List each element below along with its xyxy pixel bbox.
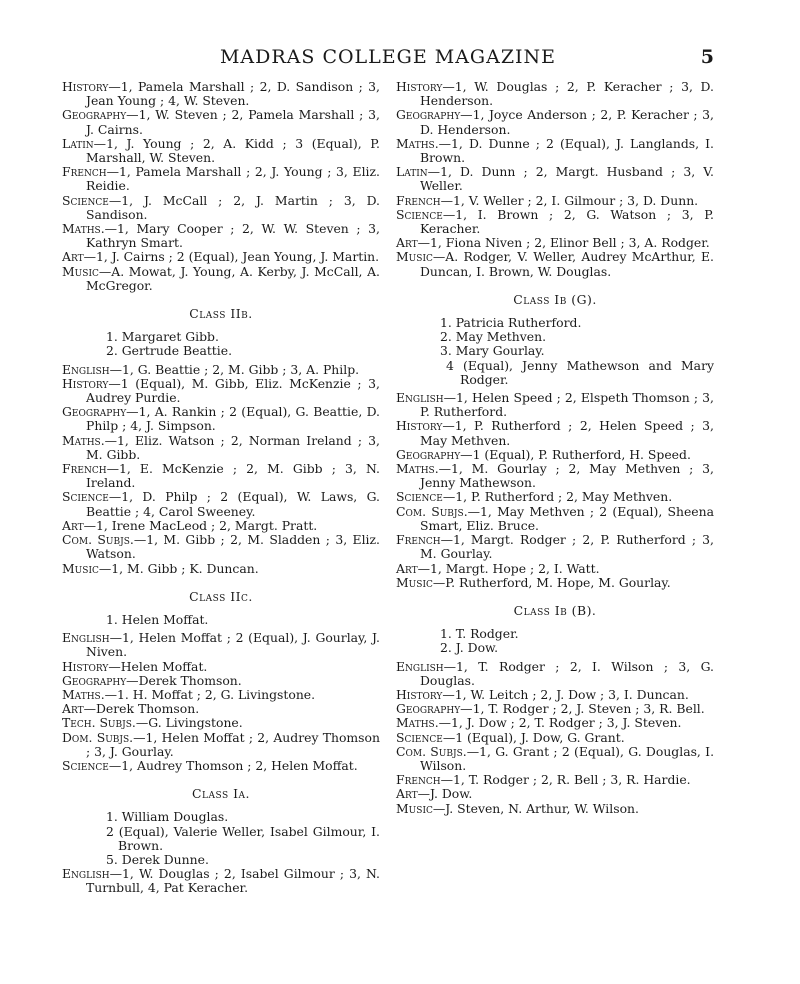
prize-entry [396, 80, 714, 108]
subject-label: History [396, 686, 443, 702]
prize-entry [62, 519, 380, 533]
prize-entry [62, 674, 380, 688]
prize-winners: —1, J. Dow ; 2, T. Rodger ; 3, J. Steven. [438, 715, 682, 731]
subject-label: History [396, 79, 443, 94]
prize-winners: —1 (Equal), P. Rutherford, H. Speed. [460, 446, 691, 462]
prize-entry [62, 562, 380, 576]
prize-winners: —1, G. Beattie ; 2, M. Gibb ; 3, A. Philp. [109, 361, 360, 377]
prize-winners: —Derek Thomson. [126, 672, 242, 688]
prize-winners: —1, Audrey Thomson ; 2, Helen Moffat. [108, 757, 358, 773]
prize-entry [396, 702, 714, 716]
class-rank: 5. Derek Dunne. [106, 851, 209, 867]
prize-winners: —1, Pamela Marshall ; 2, J. Young ; 3, Eliz. Reidie. [86, 164, 380, 194]
prize-entry [62, 405, 380, 433]
subject-label: History [62, 375, 109, 391]
prize-winners: —1, W. Douglas ; 2, Isabel Gilmour ; 3, N. Turnbull, 4, Pat Keracher. [86, 866, 380, 896]
prize-winners: —1, M. Gibb ; 2, M. Sladden ; 3, Eliz. Watson. [86, 532, 380, 562]
prize-entry [62, 222, 380, 250]
prize-winners: —1, Pamela Marshall ; 2, D. Sandison ; 3, Jean Young ; 4, W. Steven. [86, 79, 380, 109]
prize-entry [62, 867, 380, 895]
subject-label: Geography [396, 446, 461, 462]
subject-label: History [62, 658, 109, 674]
subject-label: Maths. [62, 221, 105, 237]
prize-entry [62, 660, 380, 674]
subject-label: History [62, 79, 109, 94]
prize-winners: —1, D. Dunn ; 2, Margt. Husband ; 3, V. Weller. [420, 164, 714, 194]
prize-entry [396, 576, 714, 590]
prize-entry [62, 631, 380, 659]
prize-entry [62, 165, 380, 193]
subject-label: Music [62, 560, 99, 576]
subject-label: Geography [396, 701, 461, 717]
subject-label: Dom. Subjs. [62, 729, 134, 745]
subject-label: Geography [62, 404, 127, 420]
prize-winners: —1, I. Brown ; 2, G. Watson ; 3, P. Keracher. [420, 206, 714, 237]
prize-winners: —J. Dow. [417, 786, 473, 802]
prize-winners: —A. Mowat, J. Young, A. Kerby, J. McCall, A. McGregor. [86, 263, 380, 293]
prize-entry [396, 731, 714, 745]
prize-entry [396, 490, 714, 504]
prize-entry [62, 434, 380, 462]
prize-entry [62, 108, 380, 136]
prize-entry [396, 137, 714, 165]
prize-entry [62, 716, 380, 730]
prize-winners: —1, W. Leitch ; 2, J. Dow ; 3, I. Duncan. [442, 686, 689, 702]
subject-label: English [62, 866, 110, 882]
prize-winners: —1, P. Rutherford ; 2, Helen Speed ; 3, May Methven. [420, 418, 714, 448]
class-rank: 2. Gertrude Beattie. [106, 343, 233, 359]
subject-label: Science [396, 489, 443, 505]
class-rank: 3. Mary Gourlay. [440, 343, 545, 359]
prize-entry [62, 533, 380, 561]
prize-entry [62, 265, 380, 293]
subject-label: Com. Subjs. [396, 503, 468, 519]
prize-winners: —1, M. Gibb ; K. Duncan. [98, 560, 259, 576]
page-number: 5 [700, 46, 714, 68]
subject-label: English [396, 658, 444, 674]
prize-entry [396, 236, 714, 250]
subject-label: Science [62, 192, 109, 208]
subject-label: Latin [62, 135, 94, 151]
prize-entry [396, 688, 714, 702]
class-heading: Class IIb. [189, 306, 253, 322]
prize-winners: —1, W. Douglas ; 2, P. Keracher ; 3, D. Henderson. [420, 79, 714, 109]
class-rank: 4 (Equal), Jenny Mathewson and Mary Rodger. [446, 357, 714, 387]
class-rank: 1. Patricia Rutherford. [440, 315, 582, 331]
subject-label: French [396, 532, 441, 548]
prize-winners: —1 (Equal), J. Dow, G. Grant. [442, 729, 625, 745]
prize-entry [396, 462, 714, 490]
prize-entry [62, 462, 380, 490]
prize-entry [396, 773, 714, 787]
prize-winners: —1, D. Dunne ; 2 (Equal), J. Langlands, I. Brown. [420, 135, 714, 166]
subject-label: Science [62, 757, 109, 773]
subject-label: Art [62, 517, 84, 533]
subject-label: Art [62, 701, 84, 717]
prize-winners: —1, Helen Moffat ; 2 (Equal), J. Gourlay, J. Niven. [86, 630, 380, 660]
prize-entry [62, 80, 380, 108]
prize-winners: —1, T. Rodger ; 2, J. Steven ; 3, R. Bell. [460, 701, 705, 717]
subject-label: History [396, 418, 443, 434]
subject-label: Latin [396, 164, 428, 180]
prize-winners: —1, Irene MacLeod ; 2, Margt. Pratt. [83, 517, 318, 533]
class-heading: Class Ia. [192, 786, 250, 802]
prize-entry [62, 702, 380, 716]
prize-entry [396, 250, 714, 278]
prize-winners: —1, T. Rodger ; 2, R. Bell ; 3, R. Hardie. [440, 772, 691, 788]
prize-entry [396, 745, 714, 773]
prize-entry [62, 194, 380, 222]
prize-entry [62, 377, 380, 405]
prize-winners: —A. Rodger, V. Weller, Audrey McArthur, E. Duncan, I. Brown, W. Douglas. [420, 249, 714, 279]
prize-winners: —Derek Thomson. [83, 701, 200, 717]
subject-label: French [62, 164, 107, 180]
prize-winners: —1, G. Grant ; 2 (Equal), G. Douglas, I. Wilson. [420, 743, 715, 773]
subject-label: Science [396, 206, 443, 222]
prize-entry [396, 208, 714, 236]
subject-label: Geography [62, 107, 127, 123]
prize-entry [396, 533, 714, 561]
subject-label: Music [62, 263, 99, 279]
subject-label: Art [62, 249, 84, 265]
prize-winners: —1, D. Philp ; 2 (Equal), W. Laws, G. Beattie ; 4, Carol Sweeney. [86, 489, 380, 519]
prize-winners: —1, Mary Cooper ; 2, W. W. Steven ; 3, Kathryn Smart. [86, 221, 380, 251]
prize-entry [396, 802, 714, 816]
prize-winners: —1, M. Gourlay ; 2, May Methven ; 3, Jenny Mathewson. [420, 461, 714, 491]
prize-winners: —1, W. Steven ; 2, Pamela Marshall ; 3, J. Cairns. [86, 107, 380, 137]
prize-winners: —1, J. McCall ; 2, J. Martin ; 3, D. Sandison. [86, 192, 380, 222]
class-heading: Class Ib (B). [513, 602, 597, 618]
prize-winners: —J. Steven, N. Arthur, W. Wilson. [432, 800, 639, 816]
prize-entry [396, 716, 714, 730]
subject-label: Music [396, 249, 433, 265]
prize-winners: —1, P. Rutherford ; 2, May Methven. [442, 489, 673, 505]
subject-label: Geography [396, 107, 461, 123]
subject-label: French [62, 461, 107, 477]
prize-winners: —1, Margt. Rodger ; 2, P. Rutherford ; 3, M. Gourlay. [420, 532, 714, 562]
subject-label: English [62, 361, 110, 377]
class-rank: 1. Margaret Gibb. [106, 329, 219, 345]
subject-label: Art [396, 235, 418, 251]
prize-entry [396, 108, 714, 136]
subject-label: Tech. Subjs. [62, 715, 136, 731]
prize-winners: —1, Joyce Anderson ; 2, P. Keracher ; 3, D. Henderson. [420, 107, 714, 137]
subject-label: English [62, 630, 110, 646]
prize-entry [62, 250, 380, 264]
prize-winners: —1, A. Rankin ; 2 (Equal), G. Beattie, D. Philp ; 4, J. Simpson. [86, 404, 380, 434]
class-rank: 1. T. Rodger. [440, 626, 519, 642]
right-column [396, 80, 714, 816]
prize-winners: —1 (Equal), M. Gibb, Eliz. McKenzie ; 3, Audrey Purdie. [86, 375, 380, 406]
prize-entry [62, 759, 380, 773]
prize-entry [62, 490, 380, 518]
prize-entry [62, 137, 380, 165]
prize-winners: —P. Rutherford, M. Hope, M. Gourlay. [432, 574, 671, 590]
prize-winners: —1, Fiona Niven ; 2, Elinor Bell ; 3, A. Rodger. [417, 235, 710, 251]
prize-entry [62, 363, 380, 377]
subject-label: Music [396, 800, 433, 816]
prize-winners: —1, Helen Moffat ; 2, Audrey Thomson ; 3, J. Gourlay. [86, 729, 380, 759]
prize-winners: —1, V. Weller ; 2, I. Gilmour ; 3, D. Dunn. [440, 192, 699, 208]
prize-winners: —G. Livingstone. [135, 715, 243, 731]
class-rank: 1. William Douglas. [106, 809, 229, 825]
prize-entry [396, 660, 714, 688]
prize-winners: —1. H. Moffat ; 2, G. Livingstone. [104, 686, 316, 702]
subject-label: Geography [62, 672, 127, 688]
prize-winners: —1, May Methven ; 2 (Equal), Sheena Smart, Eliz. Bruce. [420, 503, 714, 533]
prize-entry [396, 787, 714, 801]
magazine-title: MADRAS COLLEGE MAGAZINE [219, 46, 557, 68]
prize-winners: —1, E. McKenzie ; 2, M. Gibb ; 3, N. Ireland. [86, 461, 380, 491]
prize-entry [396, 165, 714, 193]
class-rank: 2. J. Dow. [440, 640, 499, 656]
subject-label: Maths. [396, 715, 439, 731]
prize-winners: —1, Helen Speed ; 2, Elspeth Thomson ; 3, P. Rutherford. [420, 390, 714, 420]
subject-label: Maths. [396, 135, 439, 151]
subject-label: Science [62, 489, 109, 505]
page-header [62, 46, 714, 72]
prize-winners: —1, Margt. Hope ; 2, I. Watt. [417, 560, 600, 576]
subject-label: Art [396, 560, 418, 576]
subject-label: Music [396, 574, 433, 590]
subject-label: Com. Subjs. [62, 532, 134, 548]
prize-winners: —1, J. Young ; 2, A. Kidd ; 3 (Equal), P. Marshall, W. Steven. [86, 135, 380, 166]
prize-entry [396, 419, 714, 447]
class-rank: 1. Helen Moffat. [106, 611, 209, 627]
prize-entry [396, 562, 714, 576]
subject-label: Maths. [62, 432, 105, 448]
prize-winners: —1, J. Cairns ; 2 (Equal), Jean Young, J. Martin. [83, 249, 380, 265]
class-rank: 2. May Methven. [440, 329, 547, 345]
subject-label: Art [396, 786, 418, 802]
prize-entry [396, 391, 714, 419]
subject-label: French [396, 772, 441, 788]
left-column [62, 80, 380, 896]
prize-entry [396, 448, 714, 462]
prize-entry [396, 505, 714, 533]
subject-label: Maths. [62, 686, 105, 702]
subject-label: Maths. [396, 461, 439, 477]
prize-entry [62, 731, 380, 759]
class-rank: 2 (Equal), Valerie Weller, Isabel Gilmour, I. Brown. [106, 823, 380, 853]
subject-label: French [396, 192, 441, 208]
class-heading: Class Ib (G). [513, 291, 597, 307]
prize-entry [62, 688, 380, 702]
prize-winners: —1, Eliz. Watson ; 2, Norman Ireland ; 3, M. Gibb. [86, 432, 380, 462]
class-heading: Class IIc. [189, 588, 253, 604]
subject-label: Com. Subjs. [396, 743, 467, 759]
subject-label: Science [396, 729, 443, 745]
prize-entry [396, 194, 714, 208]
prize-winners: —Helen Moffat. [108, 658, 208, 674]
prize-winners: —1, T. Rodger ; 2, I. Wilson ; 3, G. Douglas. [420, 658, 714, 688]
subject-label: English [396, 390, 444, 406]
